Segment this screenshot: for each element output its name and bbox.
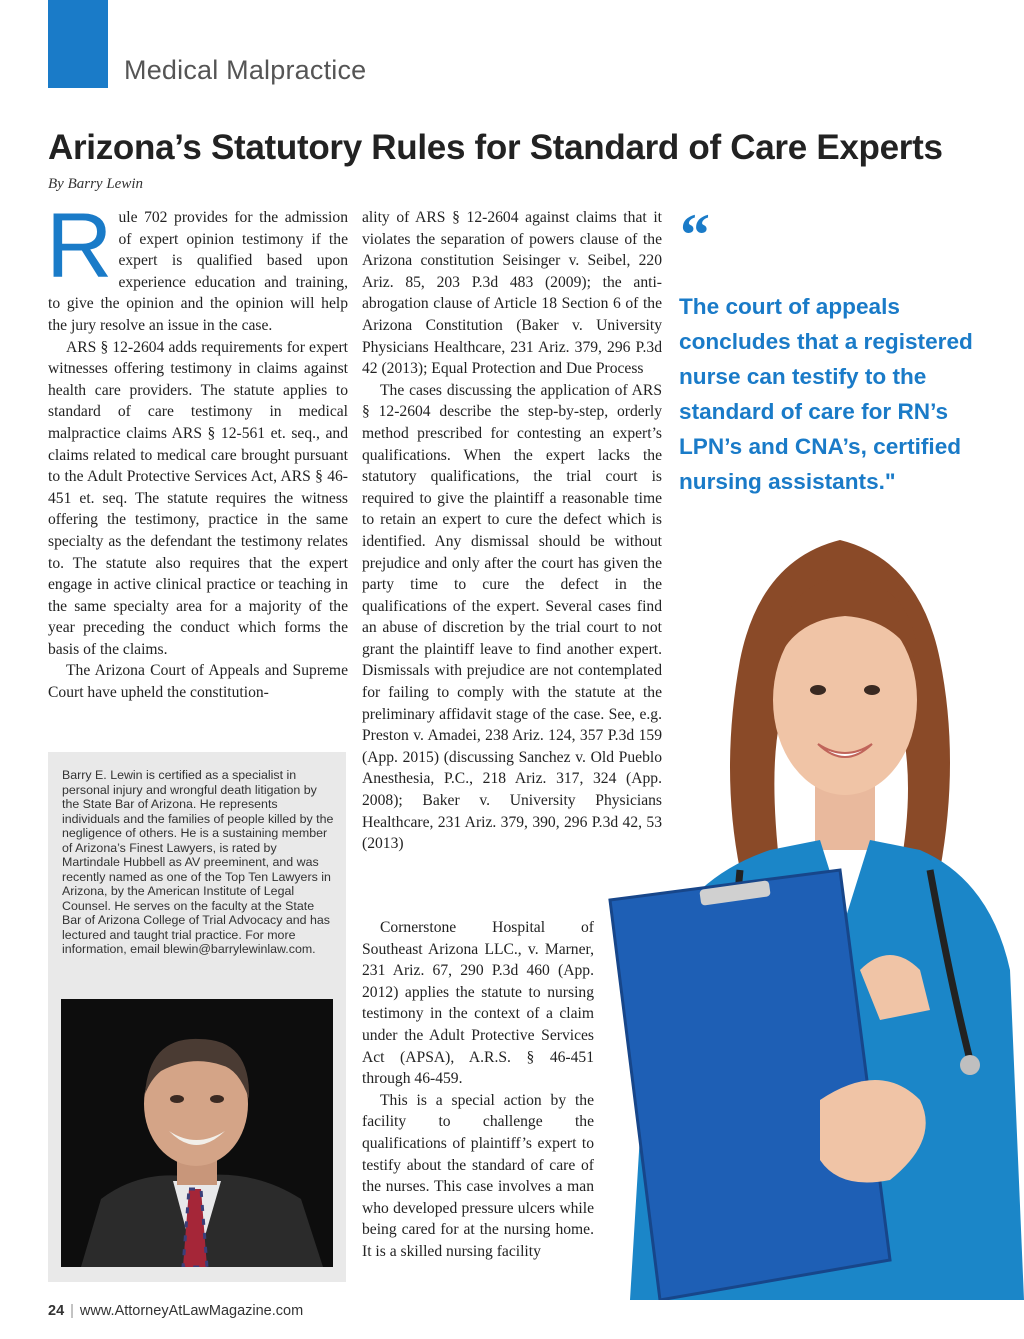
author-bio: Barry E. Lewin is certified as a specialist in personal injury and wrongful death litigation by the State Bar of Arizona. He represents individuals and the families of people killed by the negligence of others. He is a sustaining member of Arizona’s Finest Lawyers, is rated by Martindale Hubbell as AV preeminent, and was recently named as one of the Top Ten Lawyers in Arizona, by the American Institute of Legal Counsel. He serves on the faculty at the State Bar of Arizona College of Trial Advocacy and has lectured and taught trial practice. For more information, email blewin@barrylewinlaw.com. bbox=[62, 768, 334, 956]
footer-separator: | bbox=[70, 1303, 74, 1319]
pull-quote: The court of appeals concludes that a registered nurse can testify to the standard of care for RN’s LPN’s and CNA’s, certified nursing assistants." bbox=[679, 294, 973, 494]
paragraph: The cases discussing the application of ARS § 12-2604 describe the step-by-step, orderly method prescribed for contesting an expert’s qualifications. When the expert lacks the statutory qualifications, the trial court is required to give the plaintiff a reasonable time to retain an expert to cure the defect which is identified. Any dismissal should be without prejudice and only after the court has given the party time to cure the defect in the qualifications of the expert. Several cases find an abuse of discretion by the trial court to not grant the plaintiff leave to find another expert. Dismissals with prejudice are not contemplated for failing to comply with the statute at the preliminary affidavit stage of the case. See, e.g. Preston v. Amadei, 238 Ariz. 124, 357 P.3d 159 (App. 2015) (discussing Sanchez v. Old Pueblo Anesthesia, P.C., 218 Ariz. 317, 324 (App. 2008); Baker v. University Physicians Healthcare, 231 Ariz. 379, 390, 296 P.3d 42, 53 (2013) bbox=[362, 381, 662, 853]
page-footer bbox=[48, 1303, 303, 1319]
section-label: Medical Malpractice bbox=[124, 55, 367, 85]
paragraph: ARS § 12-2604 adds requirements for expert witnesses offering testimony in claims against health care providers. The statute applies to standard of care testimony in medical malpractice claims ARS § 12-561 et. seq., and claims related to medical care brought pursuant to the Adult Protective Services Act, ARS § 46-451 et. seq. The statute requires the witness offering the testimony, practice in the same specialty as the defendant the testimony relates to. The statute also requires that the expert engage in active clinical practice or teaching in the same specialty area for a majority of the year preceding the conduct which forms the basis of the claims. bbox=[48, 338, 348, 658]
quote-mark-icon: “ bbox=[680, 202, 710, 268]
page-number: 24 bbox=[48, 1303, 65, 1319]
author-portrait-illustration bbox=[61, 999, 333, 1267]
article-title: Arizona’s Statutory Rules for Standard of Care Experts bbox=[48, 128, 943, 167]
nurse-photo bbox=[590, 540, 1024, 1300]
paragraph: Rule 702 provides for the admission of expert opinion testimony if the expert is qualified based upon experience education and training, to give the opinion and the opinion will help the jury resolve an issue in the case. bbox=[46, 195, 348, 334]
drop-cap: R bbox=[46, 195, 113, 297]
author-photo bbox=[61, 999, 333, 1267]
paragraph: The Arizona Court of Appeals and Supreme Court have upheld the constitution- bbox=[48, 662, 348, 702]
article-column-1 bbox=[46, 195, 348, 704]
paragraph: This is a special action by the facility to challenge the qualifications of plaintiff’s expert to testify about the standard of care of the nurses. This case involves a man who developed pressure ulcers while being cared for at the nursing home. It is a skilled nursing facility bbox=[362, 1091, 594, 1260]
paragraph: Cornerstone Hospital of Southeast Arizona LLC., v. Marner, 231 Ariz. 67, 290 P.3d 460 (App. 2012) applies the statute to nursing testimony in the context of a claim under the Adult Protective Services Act (APSA), A.R.S. § 46-451 through 46-459. bbox=[362, 919, 594, 1088]
website-link[interactable]: www.AttorneyAtLawMagazine.com bbox=[79, 1303, 304, 1319]
section-color-tab bbox=[48, 0, 108, 88]
article-column-2-continued bbox=[362, 917, 594, 1263]
byline: By Barry Lewin bbox=[48, 176, 143, 192]
paragraph: ality of ARS § 12-2604 against claims that it violates the separation of powers clause of the Arizona constitution Seisinger v. Seibel, 220 Ariz. 85, 203 P.3d 483 (2009); the anti-abrogation clause of Article 18 Section 6 of the Arizona Constitution (Baker v. University Physicians Healthcare, 231 Ariz. 379, 296 P.3d 42 (2013); Equal Protection and Due Process bbox=[362, 209, 662, 378]
nurse-illustration bbox=[590, 540, 1024, 1300]
